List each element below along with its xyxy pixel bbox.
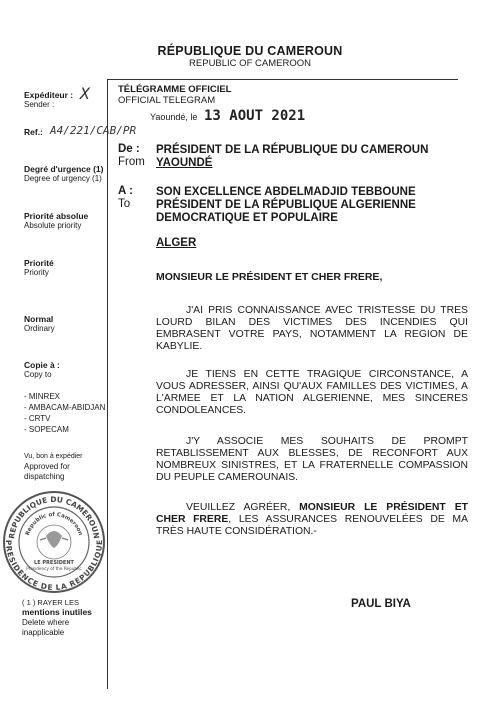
seal-outer-top: REPUBLIQUE DU CAMEROUN: [7, 494, 101, 540]
priority-absolute-en: Absolute priority: [24, 221, 82, 230]
paragraph-4-c: , LES ASSURANCES RENOUVELÉES DE MA TRÈS HAUTE CONSIDÉRATION.-: [156, 514, 468, 537]
to-line-2: PRÉSIDENT DE LA RÉPUBLIQUE ALGERIENNE: [156, 199, 416, 211]
sender-label-fr: Expéditeur :: [24, 90, 74, 100]
paragraph-1: [156, 305, 468, 353]
seal-inner-mid2: Presidency of the Republic: [26, 566, 82, 571]
signature-name: PAUL BIYA: [351, 598, 411, 610]
copy-label-en: Copy to: [24, 370, 52, 379]
to-label-en: To: [118, 198, 131, 210]
to-label-fr: A :: [118, 185, 133, 197]
from-label-fr: De :: [118, 143, 140, 155]
copy-item: - MINREX: [24, 392, 60, 401]
dispatch-label-en2: dispatching: [24, 472, 65, 481]
salutation: MONSIEUR LE PRÉSIDENT ET CHER FRERE,: [156, 271, 383, 283]
copy-item: - AMBACAM-ABIDJAN: [24, 403, 106, 412]
presidential-seal-stamp: [2, 490, 106, 594]
urgency-label-fr: Degré d'urgence (1): [24, 164, 104, 174]
paragraph-3: [156, 436, 468, 484]
telegram-title-en: OFFICIAL TELEGRAM: [118, 95, 216, 106]
paragraph-4-b: MONSIEUR LE PRÉSIDENT ET CHER FRERE: [156, 502, 468, 525]
ref-label: Ref.:: [24, 127, 43, 137]
date-stamp: 13 AOUT 2021: [204, 108, 306, 124]
dispatch-label-fr: Vu, bon à expédier: [24, 453, 83, 460]
from-city: YAOUNDÉ: [156, 157, 213, 169]
footnote-3: Delete where: [22, 618, 70, 627]
to-line-3: DEMOCRATIQUE ET POPULAIRE: [156, 212, 338, 224]
sender-handwritten: X: [80, 84, 90, 103]
to-line-1: SON EXCELLENCE ABDELMADJID TEBBOUNE: [156, 186, 416, 198]
column-divider: [107, 79, 108, 689]
country-title-fr: RÉPUBLIQUE DU CAMEROUN: [157, 44, 343, 58]
copy-item: - SOPECAM: [24, 425, 69, 434]
seal-outer-bottom: PRESIDENCE DE LA REPUBLIQUE: [3, 539, 105, 593]
normal-fr: Normal: [24, 314, 54, 324]
place-label: Yaoundé, le: [150, 112, 198, 122]
dispatch-label-en1: Approved for: [24, 462, 70, 471]
priority-fr: Priorité: [24, 258, 54, 268]
urgency-label-en: Degree of urgency (1): [24, 174, 102, 183]
ref-handwritten: A4/221/CAB/PR: [50, 124, 137, 137]
paragraph-4: [156, 502, 468, 538]
paragraph-2: [156, 369, 468, 417]
priority-absolute-fr: Priorité absolue: [24, 211, 89, 221]
paragraph-4-a: VEUILLEZ AGRÉER,: [186, 502, 300, 513]
sender-label-en: Sender :: [24, 100, 55, 109]
from-value: PRÉSIDENT DE LA RÉPUBLIQUE DU CAMEROUN: [156, 144, 429, 156]
footnote-2: mentions inutiles: [22, 607, 92, 617]
copy-label-fr: Copie à :: [24, 360, 60, 370]
from-label-en: From: [118, 156, 145, 168]
header-divider: [108, 79, 458, 80]
paragraph-3-text: J'Y ASSOCIE MES SOUHAITS DE PROMPT RETABLISSEMENT AUX BLESSES, DE RECONFORT AUX NOMBREUX SINISTRES, ET LA FRATERNELLE COMPASSION DU PEUPLE CAMEROUNAIS.: [156, 436, 468, 483]
country-title-en: REPUBLIC OF CAMEROON: [189, 58, 311, 69]
normal-en: Ordinary: [24, 324, 55, 333]
footnote-4: inapplicable: [22, 628, 65, 637]
paragraph-1-text: J'AI PRIS CONNAISSANCE AVEC TRISTESSE DU TRES LOURD BILAN DES VICTIMES DES INCENDIES QUI EMBRASENT VOTRE PAYS, NOTAMMENT LA REGION DE KABYLIE.: [156, 305, 468, 352]
telegram-title-fr: TÉLÉGRAMME OFFICIEL: [118, 84, 232, 95]
to-city: ALGER: [156, 237, 197, 249]
copy-item: - CRTV: [24, 414, 51, 423]
footnote-1: ( 1 ) RAYER LES: [22, 598, 79, 607]
seal-inner-mid1: LE PRESIDENT: [34, 560, 74, 566]
priority-en: Priority: [24, 268, 49, 277]
paragraph-2-text: JE TIENS EN CETTE TRAGIQUE CIRCONSTANCE, A VOUS ADRESSER, AINSI QU'AUX FAMILLES DES VICTIMES, A L'ARMEE ET LA NATION ALGERIENNE, MES SINCERES CONDOLEANCES.: [156, 369, 468, 416]
seal-inner-top: Republic of Cameroon: [24, 511, 84, 537]
